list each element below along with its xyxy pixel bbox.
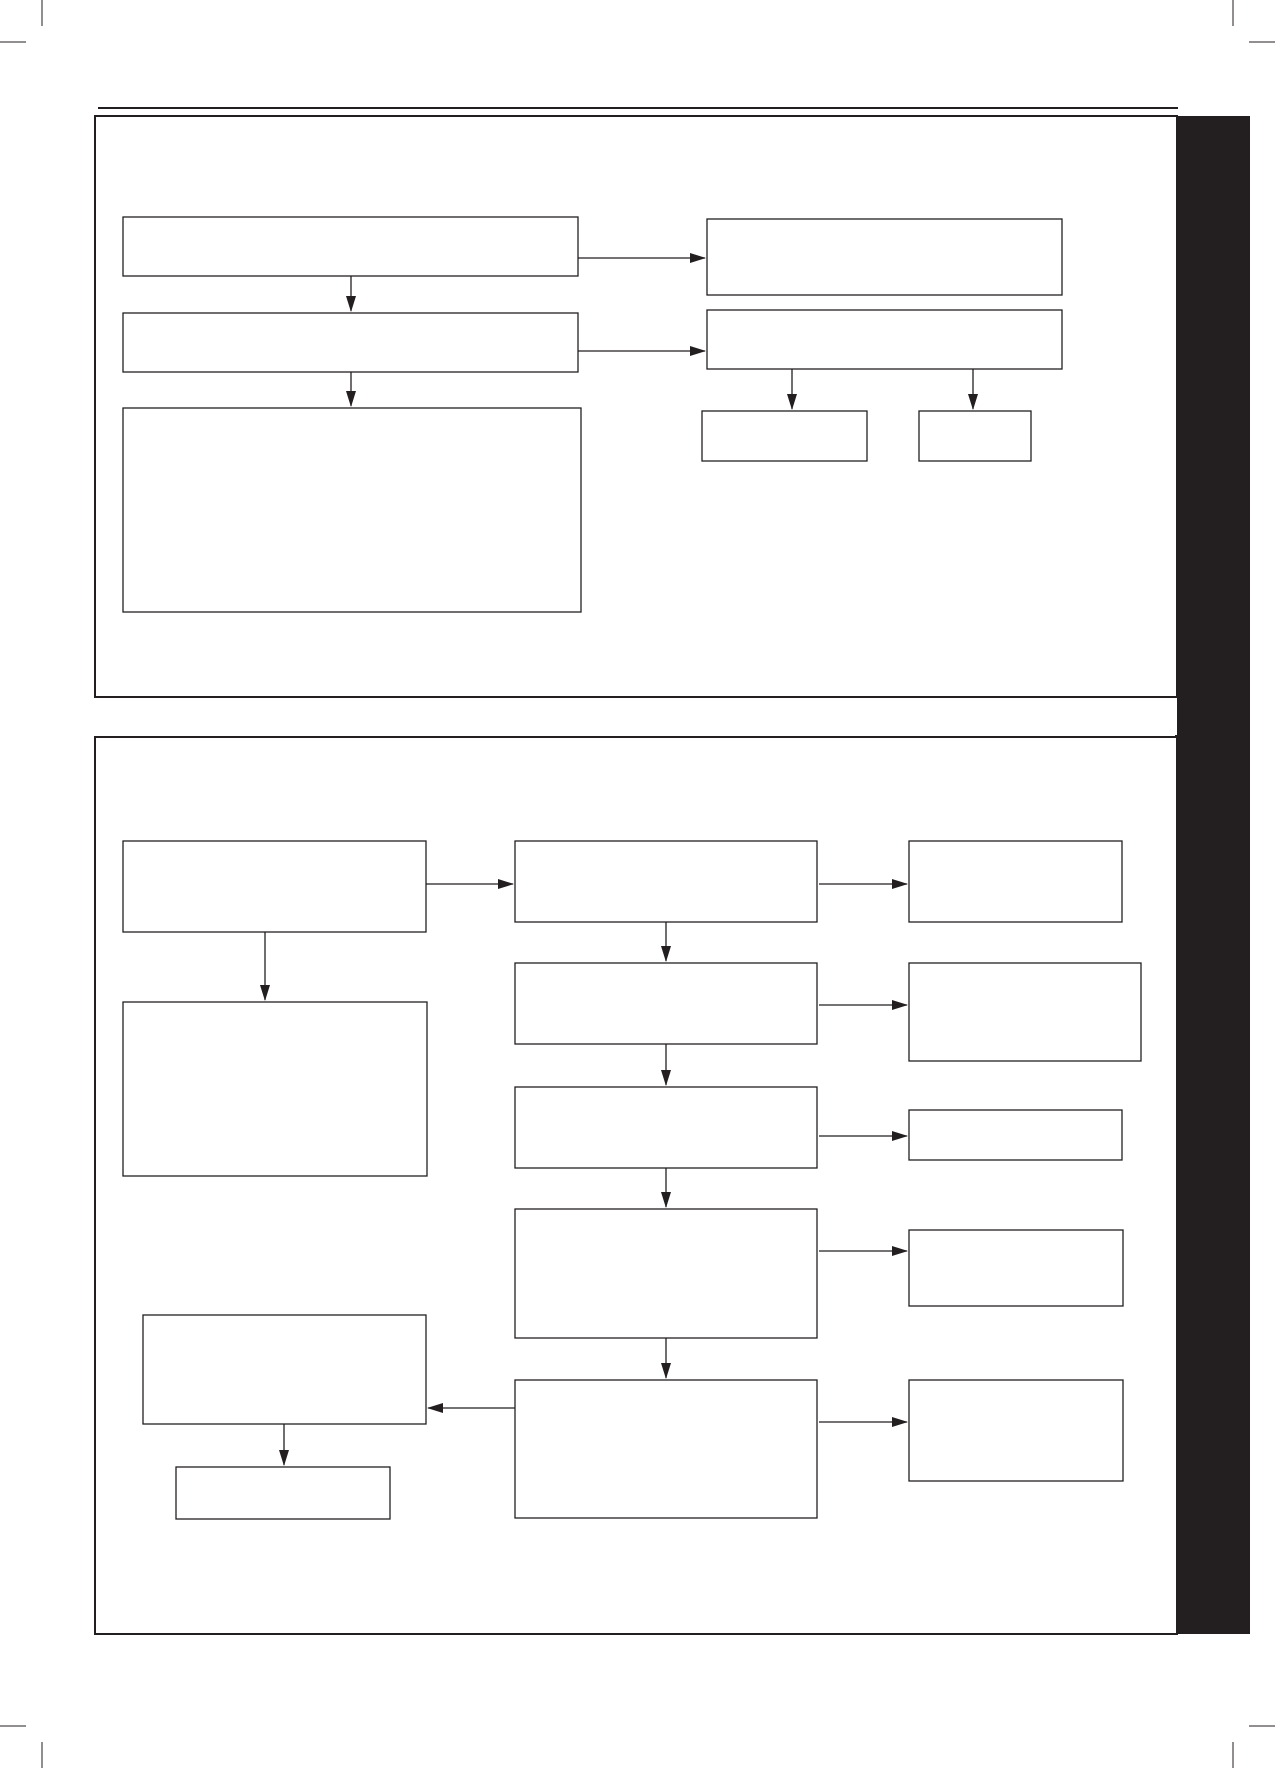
panel-top xyxy=(95,116,1177,697)
panel-top-frame xyxy=(95,116,1177,697)
panel-bottom-frame xyxy=(95,737,1177,1634)
side-tab-gap xyxy=(1175,697,1177,735)
side-tab xyxy=(1175,116,1250,1634)
panel-bottom xyxy=(95,737,1177,1634)
